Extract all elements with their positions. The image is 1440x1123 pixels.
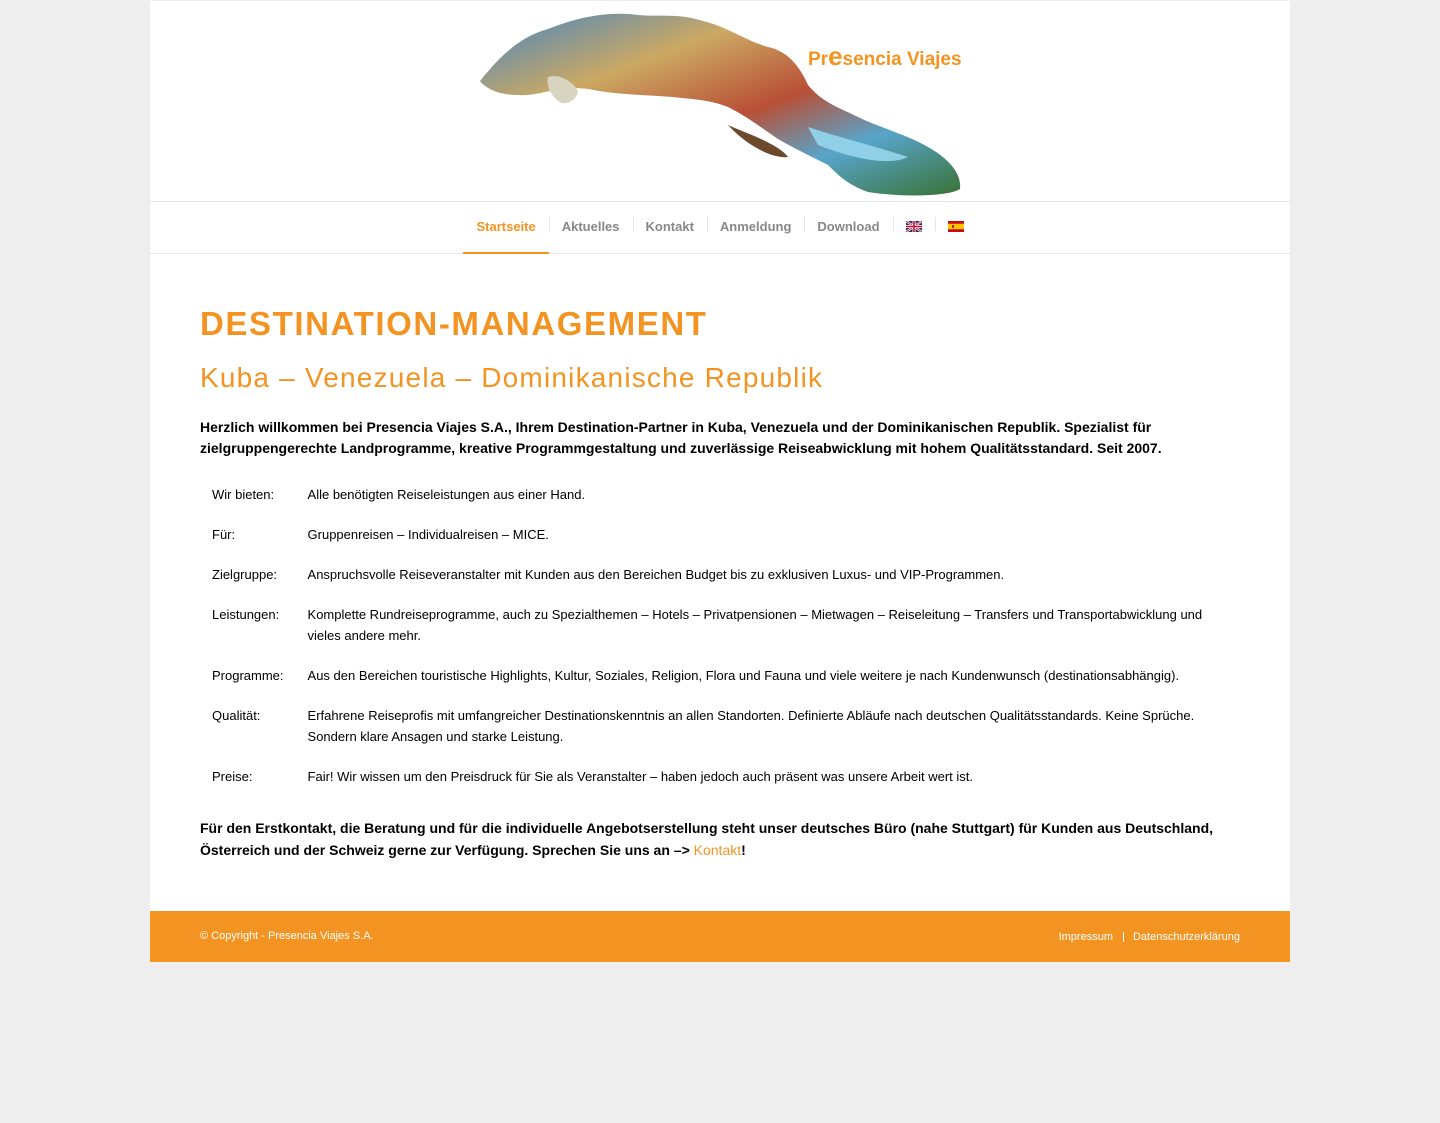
datenschutz-link[interactable]: Datenschutzerklärung: [1123, 931, 1240, 943]
page-subtitle: Kuba – Venezuela – Dominikanische Republik: [200, 362, 824, 393]
nav-label: Anmeldung: [719, 219, 792, 234]
nav-item-anmeldung[interactable]: [707, 200, 805, 253]
closing-body: Für den Erstkontakt, die Beratung und für die individuelle Angebotserstellung steht unser deutsches Büro (nahe Stuttgart) für Kunden aus Deutschland, Österreich und der Schweiz gerne zur Verfügung. Sprechen Sie uns an –>: [200, 820, 1214, 858]
row-key: Zielgruppe:: [212, 567, 278, 582]
row-value: Anspruchsvolle Reiseveranstalter mit Kunden aus den Bereichen Budget bis zu exklusiven Luxus- und VIP-Programmen.: [307, 567, 1005, 582]
table-row: [200, 656, 1216, 696]
table-row: [200, 515, 1216, 555]
flag-uk-icon: [906, 221, 922, 232]
page-title: DESTINATION-MANAGEMENT: [200, 305, 708, 342]
site-footer: [150, 911, 1290, 962]
table-row: [200, 696, 1216, 757]
main-content: [150, 254, 1290, 911]
closing-end: !: [741, 842, 746, 858]
row-key: Wir bieten:: [212, 487, 275, 502]
row-value: Komplette Rundreiseprogramme, auch zu Spezialthemen – Hotels – Privatpensionen – Mietwagen – Reiseleitung – Transfers und Transportabwicklung und vieles andere mehr.: [307, 607, 1203, 643]
row-value: Erfahrene Reiseprofis mit umfangreicher Destinationskenntnis an allen Standorten. Definierte Abläufe nach deutschen Qualitätsstandards. Keine Sprüche. Sondern klare Ansagen und starke Leistung.: [307, 708, 1195, 744]
table-row: [200, 555, 1216, 595]
row-value: Fair! Wir wissen um den Preisdruck für Sie als Veranstalter – haben jedoch auch präsent was unsere Arbeit wert ist.: [307, 769, 974, 784]
row-key: Programme:: [212, 668, 284, 683]
table-row: [200, 475, 1216, 515]
row-value: Alle benötigten Reiseleistungen aus einer Hand.: [307, 487, 586, 502]
impressum-link[interactable]: Impressum: [1058, 931, 1113, 943]
presencia-viajes-logo[interactable]: [478, 7, 964, 199]
nav-item-spanish[interactable]: [935, 200, 977, 253]
intro-text: Herzlich willkommen bei Presencia Viajes S.A., Ihrem Destination-Partner in Kuba, Venezuela und der Dominikanischen Republik. Spezialist für zielgruppengerechte Landprogramme, kreative Programmgestaltung und zuverlässige Reiseabwicklung mit hohem Qualitätsstandard. Seit 2007.: [200, 419, 1162, 456]
row-key: Für:: [212, 527, 236, 542]
row-value: Aus den Bereichen touristische Highlights, Kultur, Soziales, Religion, Flora und Fauna und viele weitere je nach Kundenwunsch (destinationsabhängig).: [307, 668, 1180, 683]
table-row: [200, 595, 1216, 656]
nav-item-startseite[interactable]: [463, 200, 548, 253]
nav-label: Download: [817, 219, 880, 234]
flag-es-icon: [948, 221, 964, 232]
main-navigation: [150, 202, 1290, 254]
nav-item-kontakt[interactable]: [633, 200, 707, 253]
nav-label: Aktuelles: [561, 219, 620, 234]
row-key: Preise:: [212, 769, 253, 784]
offers-table: [200, 475, 1216, 797]
kontakt-link[interactable]: Kontakt: [693, 842, 742, 858]
nav-item-english[interactable]: [893, 200, 935, 253]
copyright-text: © Copyright - Presencia Viajes S.A.: [200, 930, 374, 942]
logo-text: Presencia Viajes: [808, 41, 962, 71]
nav-label: Startseite: [476, 219, 536, 234]
row-key: Qualität:: [212, 708, 261, 723]
site-header: [150, 1, 1290, 202]
row-key: Leistungen:: [212, 607, 280, 622]
closing-text: [200, 817, 1240, 861]
nav-item-download[interactable]: [804, 200, 892, 253]
page-container: [150, 1, 1290, 962]
nav-label: Kontakt: [645, 219, 694, 234]
table-row: [200, 757, 1216, 797]
row-value: Gruppenreisen – Individualreisen – MICE.: [307, 527, 549, 542]
footer-links: [1049, 931, 1240, 943]
nav-item-aktuelles[interactable]: [549, 200, 633, 253]
